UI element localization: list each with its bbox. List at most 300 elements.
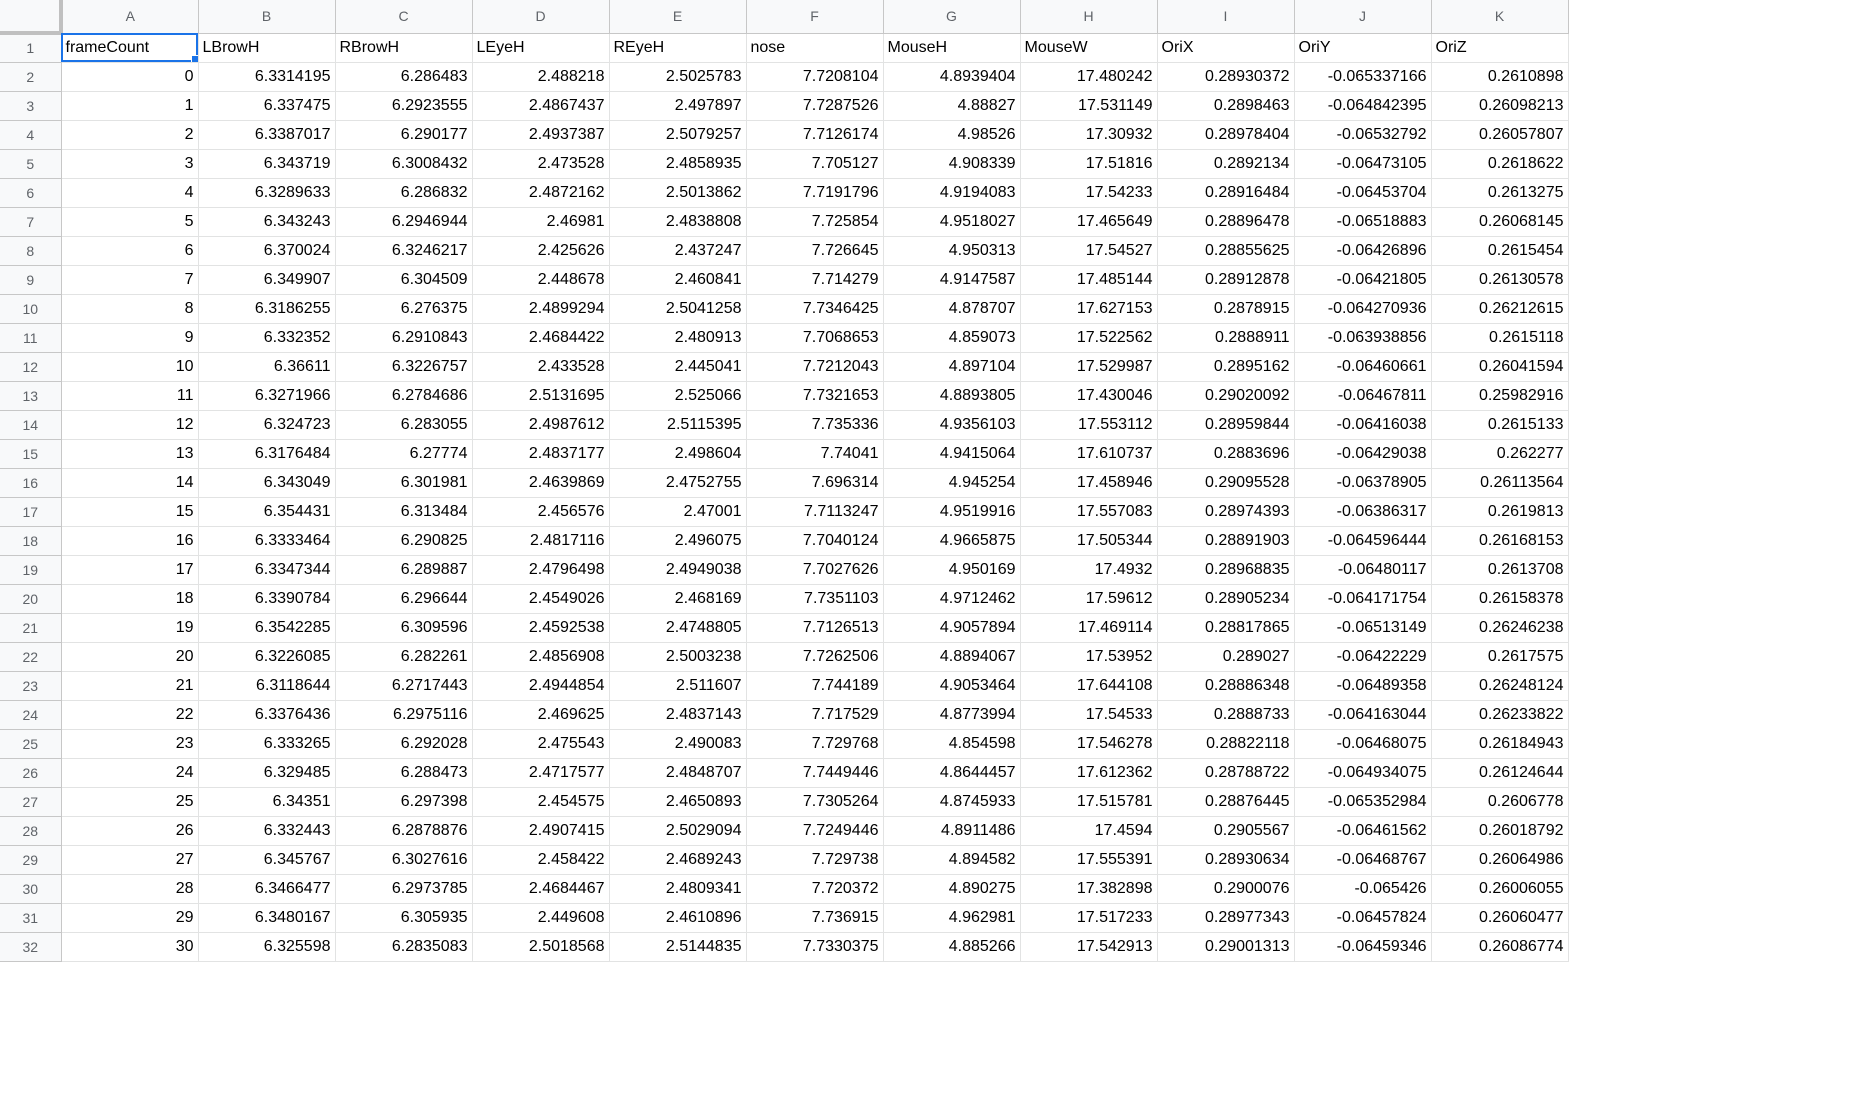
data-cell[interactable]: 6.304509 [335,265,472,294]
data-cell[interactable]: 0.2613275 [1431,178,1568,207]
data-cell[interactable]: 2.4848707 [609,758,746,787]
data-cell[interactable]: 2.425626 [472,236,609,265]
data-cell[interactable]: 0.2878915 [1157,294,1294,323]
data-cell[interactable]: 6.2975116 [335,700,472,729]
row-header[interactable]: 13 [0,381,61,410]
data-cell[interactable]: 4.9053464 [883,671,1020,700]
data-cell[interactable]: 2.460841 [609,265,746,294]
data-cell[interactable]: 7.7126513 [746,613,883,642]
header-cell[interactable]: MouseH [883,33,1020,62]
data-cell[interactable]: 6.3480167 [198,903,335,932]
data-cell[interactable]: 17.529987 [1020,352,1157,381]
data-cell[interactable]: 4.945254 [883,468,1020,497]
row-header[interactable]: 5 [0,149,61,178]
data-cell[interactable]: 7.729768 [746,729,883,758]
data-cell[interactable]: 0.26158378 [1431,584,1568,613]
data-cell[interactable]: -0.06416038 [1294,410,1431,439]
data-cell[interactable]: 27 [61,845,198,874]
data-cell[interactable]: 4.9356103 [883,410,1020,439]
row-header[interactable]: 26 [0,758,61,787]
data-cell[interactable]: 4.894582 [883,845,1020,874]
data-cell[interactable]: 4.854598 [883,729,1020,758]
row-header[interactable]: 16 [0,468,61,497]
header-cell[interactable]: LBrowH [198,33,335,62]
data-cell[interactable]: 4.98526 [883,120,1020,149]
data-cell[interactable]: 2.525066 [609,381,746,410]
data-cell[interactable]: 7.714279 [746,265,883,294]
data-cell[interactable]: 6.276375 [335,294,472,323]
data-cell[interactable]: 0.26184943 [1431,729,1568,758]
data-cell[interactable]: 0.2905567 [1157,816,1294,845]
data-cell[interactable]: 6.290177 [335,120,472,149]
data-cell[interactable]: 2.490083 [609,729,746,758]
data-cell[interactable]: -0.06468767 [1294,845,1431,874]
data-cell[interactable]: 6.3314195 [198,62,335,91]
data-cell[interactable]: 4.9415064 [883,439,1020,468]
data-cell[interactable]: 2.5018568 [472,932,609,961]
row-header[interactable]: 9 [0,265,61,294]
row-header[interactable]: 1 [0,33,61,62]
data-cell[interactable]: 6.3390784 [198,584,335,613]
data-cell[interactable]: 17.553112 [1020,410,1157,439]
data-cell[interactable]: 6.3271966 [198,381,335,410]
data-cell[interactable]: 17.644108 [1020,671,1157,700]
data-cell[interactable]: 6.332443 [198,816,335,845]
data-cell[interactable]: 4.8644457 [883,758,1020,787]
data-cell[interactable]: 0.2618622 [1431,149,1568,178]
data-cell[interactable]: 7.7287526 [746,91,883,120]
data-cell[interactable]: 2.5029094 [609,816,746,845]
data-cell[interactable]: 0.26006055 [1431,874,1568,903]
data-cell[interactable]: 7.7027626 [746,555,883,584]
data-cell[interactable]: 6.2923555 [335,91,472,120]
data-cell[interactable]: 0.28891903 [1157,526,1294,555]
data-cell[interactable]: -0.06460661 [1294,352,1431,381]
row-header[interactable]: 28 [0,816,61,845]
data-cell[interactable]: 7.729738 [746,845,883,874]
data-cell[interactable]: 6.286832 [335,178,472,207]
data-cell[interactable]: 2.4837177 [472,439,609,468]
data-cell[interactable]: 17.469114 [1020,613,1157,642]
data-cell[interactable]: 0.28930634 [1157,845,1294,874]
data-cell[interactable]: 4.8773994 [883,700,1020,729]
data-cell[interactable]: 0.2895162 [1157,352,1294,381]
data-cell[interactable]: 2.4689243 [609,845,746,874]
data-cell[interactable]: 4.9057894 [883,613,1020,642]
data-cell[interactable]: -0.06421805 [1294,265,1431,294]
row-header[interactable]: 6 [0,178,61,207]
data-cell[interactable]: 0.26113564 [1431,468,1568,497]
row-header[interactable]: 18 [0,526,61,555]
data-cell[interactable]: 7.735336 [746,410,883,439]
data-cell[interactable]: 0.26064986 [1431,845,1568,874]
column-header-k[interactable]: K [1431,0,1568,33]
row-header[interactable]: 30 [0,874,61,903]
data-cell[interactable]: 4.8939404 [883,62,1020,91]
row-header[interactable]: 23 [0,671,61,700]
data-cell[interactable]: 0.28977343 [1157,903,1294,932]
data-cell[interactable]: 17.51816 [1020,149,1157,178]
row-header[interactable]: 21 [0,613,61,642]
data-cell[interactable]: 2.4987612 [472,410,609,439]
data-cell[interactable]: 6.27774 [335,439,472,468]
data-cell[interactable]: -0.064596444 [1294,526,1431,555]
data-cell[interactable]: 2.4752755 [609,468,746,497]
data-cell[interactable]: 2.5144835 [609,932,746,961]
data-cell[interactable]: 2.5079257 [609,120,746,149]
data-cell[interactable]: 7.7321653 [746,381,883,410]
row-header[interactable]: 22 [0,642,61,671]
data-cell[interactable]: 10 [61,352,198,381]
data-cell[interactable]: 11 [61,381,198,410]
data-cell[interactable]: 0.2617575 [1431,642,1568,671]
data-cell[interactable]: 2.4650893 [609,787,746,816]
column-header-c[interactable]: C [335,0,472,33]
header-cell[interactable]: REyeH [609,33,746,62]
data-cell[interactable]: -0.064171754 [1294,584,1431,613]
data-cell[interactable]: 17.465649 [1020,207,1157,236]
data-cell[interactable]: 6.2973785 [335,874,472,903]
data-cell[interactable]: 0.26018792 [1431,816,1568,845]
data-cell[interactable]: 6.3387017 [198,120,335,149]
data-cell[interactable]: -0.06461562 [1294,816,1431,845]
data-cell[interactable]: 6.3466477 [198,874,335,903]
data-cell[interactable]: 2.4899294 [472,294,609,323]
data-cell[interactable]: 17.430046 [1020,381,1157,410]
data-cell[interactable]: -0.06468075 [1294,729,1431,758]
data-cell[interactable]: 6.329485 [198,758,335,787]
data-cell[interactable]: 30 [61,932,198,961]
data-cell[interactable]: 0.28959844 [1157,410,1294,439]
data-cell[interactable]: 7.7346425 [746,294,883,323]
data-cell[interactable]: 17.30932 [1020,120,1157,149]
row-header[interactable]: 2 [0,62,61,91]
data-cell[interactable]: 6.297398 [335,787,472,816]
header-cell[interactable]: OriX [1157,33,1294,62]
data-cell[interactable]: 2.4748805 [609,613,746,642]
data-cell[interactable]: -0.06422229 [1294,642,1431,671]
data-cell[interactable]: 17.557083 [1020,497,1157,526]
data-cell[interactable]: 4.9665875 [883,526,1020,555]
data-cell[interactable]: 17.54233 [1020,178,1157,207]
data-cell[interactable]: 6.3542285 [198,613,335,642]
header-cell[interactable]: OriY [1294,33,1431,62]
row-header[interactable]: 31 [0,903,61,932]
data-cell[interactable]: 0.28855625 [1157,236,1294,265]
header-cell[interactable]: RBrowH [335,33,472,62]
row-header[interactable]: 19 [0,555,61,584]
row-header[interactable]: 15 [0,439,61,468]
data-cell[interactable]: 0.26124644 [1431,758,1568,787]
data-cell[interactable]: 0.26246238 [1431,613,1568,642]
data-cell[interactable]: 24 [61,758,198,787]
select-all-corner[interactable] [0,0,61,33]
row-header[interactable]: 11 [0,323,61,352]
row-header[interactable]: 8 [0,236,61,265]
data-cell[interactable]: -0.065337166 [1294,62,1431,91]
row-header[interactable]: 32 [0,932,61,961]
data-cell[interactable]: 0.26098213 [1431,91,1568,120]
header-cell[interactable]: LEyeH [472,33,609,62]
data-cell[interactable]: 21 [61,671,198,700]
data-cell[interactable]: 0.2613708 [1431,555,1568,584]
data-cell[interactable]: 7.717529 [746,700,883,729]
column-header-b[interactable]: B [198,0,335,33]
data-cell[interactable]: 2.448678 [472,265,609,294]
data-cell[interactable]: 7.7113247 [746,497,883,526]
data-cell[interactable]: 2.468169 [609,584,746,613]
data-cell[interactable]: 17.53952 [1020,642,1157,671]
data-cell[interactable]: 0.26068145 [1431,207,1568,236]
data-cell[interactable]: 4.9147587 [883,265,1020,294]
data-cell[interactable]: 4.950313 [883,236,1020,265]
data-cell[interactable]: 6.332352 [198,323,335,352]
column-header-j[interactable]: J [1294,0,1431,33]
data-cell[interactable]: 0.28876445 [1157,787,1294,816]
data-cell[interactable]: 26 [61,816,198,845]
data-cell[interactable]: 0.2892134 [1157,149,1294,178]
data-cell[interactable]: -0.06518883 [1294,207,1431,236]
data-cell[interactable]: 2.4717577 [472,758,609,787]
data-cell[interactable]: 2.4796498 [472,555,609,584]
data-cell[interactable]: 2.449608 [472,903,609,932]
row-header[interactable]: 7 [0,207,61,236]
data-cell[interactable]: 17.458946 [1020,468,1157,497]
data-cell[interactable]: 6.370024 [198,236,335,265]
data-cell[interactable]: 0.26130578 [1431,265,1568,294]
data-cell[interactable]: 9 [61,323,198,352]
data-cell[interactable]: 0.2883696 [1157,439,1294,468]
data-cell[interactable]: 2.5025783 [609,62,746,91]
data-cell[interactable]: 13 [61,439,198,468]
data-cell[interactable]: 2.469625 [472,700,609,729]
data-cell[interactable]: 2.4949038 [609,555,746,584]
data-cell[interactable]: 0.28968835 [1157,555,1294,584]
data-cell[interactable]: 22 [61,700,198,729]
data-cell[interactable]: 2.496075 [609,526,746,555]
data-cell[interactable]: 0.28916484 [1157,178,1294,207]
row-header[interactable]: 10 [0,294,61,323]
data-cell[interactable]: 7.7212043 [746,352,883,381]
data-cell[interactable]: -0.064163044 [1294,700,1431,729]
header-cell[interactable]: nose [746,33,883,62]
column-header-g[interactable]: G [883,0,1020,33]
data-cell[interactable]: -0.06467811 [1294,381,1431,410]
data-cell[interactable]: 0.29020092 [1157,381,1294,410]
data-cell[interactable]: 2.488218 [472,62,609,91]
data-cell[interactable]: 17.610737 [1020,439,1157,468]
data-cell[interactable]: -0.06457824 [1294,903,1431,932]
data-cell[interactable]: 7.736915 [746,903,883,932]
data-cell[interactable]: 2.5003238 [609,642,746,671]
data-cell[interactable]: -0.065426 [1294,874,1431,903]
data-cell[interactable]: 0.2615133 [1431,410,1568,439]
data-cell[interactable]: 7.7262506 [746,642,883,671]
data-cell[interactable]: 17.485144 [1020,265,1157,294]
data-cell[interactable]: 6.3226757 [335,352,472,381]
data-cell[interactable]: 6.305935 [335,903,472,932]
data-cell[interactable]: 2.4684422 [472,323,609,352]
data-cell[interactable]: 14 [61,468,198,497]
data-cell[interactable]: 0.2610898 [1431,62,1568,91]
data-cell[interactable]: 6.3376436 [198,700,335,729]
data-cell[interactable]: 17.505344 [1020,526,1157,555]
data-cell[interactable]: 6.313484 [335,497,472,526]
data-cell[interactable]: 4.885266 [883,932,1020,961]
data-cell[interactable]: 0.26233822 [1431,700,1568,729]
row-header[interactable]: 14 [0,410,61,439]
data-cell[interactable]: 7.7208104 [746,62,883,91]
data-cell[interactable]: 2.5115395 [609,410,746,439]
data-cell[interactable]: 2.4809341 [609,874,746,903]
row-header[interactable]: 27 [0,787,61,816]
data-cell[interactable]: 0.26086774 [1431,932,1568,961]
data-cell[interactable]: 4.962981 [883,903,1020,932]
data-cell[interactable]: 2.437247 [609,236,746,265]
data-cell[interactable]: 2.4684467 [472,874,609,903]
data-cell[interactable]: 6.3176484 [198,439,335,468]
data-cell[interactable]: 2.4592538 [472,613,609,642]
data-cell[interactable]: 0.28817865 [1157,613,1294,642]
data-cell[interactable]: -0.06459346 [1294,932,1431,961]
data-cell[interactable]: 6.343719 [198,149,335,178]
data-cell[interactable]: 7.720372 [746,874,883,903]
data-cell[interactable]: -0.06453704 [1294,178,1431,207]
row-header[interactable]: 17 [0,497,61,526]
data-cell[interactable]: 6.290825 [335,526,472,555]
data-cell[interactable]: 7.744189 [746,671,883,700]
data-cell[interactable]: 7.696314 [746,468,883,497]
data-cell[interactable]: 12 [61,410,198,439]
row-header[interactable]: 4 [0,120,61,149]
data-cell[interactable]: 0.26060477 [1431,903,1568,932]
data-cell[interactable]: 0.28822118 [1157,729,1294,758]
data-cell[interactable]: 0.28930372 [1157,62,1294,91]
data-cell[interactable]: 4.9194083 [883,178,1020,207]
data-cell[interactable]: 17.612362 [1020,758,1157,787]
data-cell[interactable]: 4.8894067 [883,642,1020,671]
data-cell[interactable]: 8 [61,294,198,323]
data-cell[interactable]: 2.497897 [609,91,746,120]
data-cell[interactable]: 17.555391 [1020,845,1157,874]
data-cell[interactable]: 6.286483 [335,62,472,91]
data-cell[interactable]: 17.517233 [1020,903,1157,932]
data-cell[interactable]: 0.28896478 [1157,207,1294,236]
data-cell[interactable]: 0.2619813 [1431,497,1568,526]
header-cell[interactable]: OriZ [1431,33,1568,62]
data-cell[interactable]: 16 [61,526,198,555]
data-cell[interactable]: -0.064270936 [1294,294,1431,323]
data-cell[interactable]: 6.343049 [198,468,335,497]
data-cell[interactable]: 19 [61,613,198,642]
data-cell[interactable]: 2.433528 [472,352,609,381]
data-cell[interactable]: 6.2910843 [335,323,472,352]
data-cell[interactable]: 6.354431 [198,497,335,526]
data-cell[interactable]: 0.28912878 [1157,265,1294,294]
data-cell[interactable]: 17.480242 [1020,62,1157,91]
data-cell[interactable]: 6.343243 [198,207,335,236]
data-cell[interactable]: 2.4837143 [609,700,746,729]
data-cell[interactable]: 6.3008432 [335,149,472,178]
data-cell[interactable]: 2.4549026 [472,584,609,613]
data-cell[interactable]: 2.475543 [472,729,609,758]
data-cell[interactable]: 6.324723 [198,410,335,439]
data-cell[interactable]: 4.88827 [883,91,1020,120]
row-header[interactable]: 29 [0,845,61,874]
data-cell[interactable]: 17.627153 [1020,294,1157,323]
column-header-d[interactable]: D [472,0,609,33]
column-header-a[interactable]: A [61,0,198,33]
data-cell[interactable]: 2.4872162 [472,178,609,207]
data-cell[interactable]: -0.064934075 [1294,758,1431,787]
data-cell[interactable]: 6.3347344 [198,555,335,584]
data-cell[interactable]: 7.705127 [746,149,883,178]
data-cell[interactable]: 17.59612 [1020,584,1157,613]
data-cell[interactable]: 2.498604 [609,439,746,468]
data-cell[interactable]: -0.06426896 [1294,236,1431,265]
data-cell[interactable]: 0.29095528 [1157,468,1294,497]
data-cell[interactable]: 2.458422 [472,845,609,874]
row-header[interactable]: 3 [0,91,61,120]
data-cell[interactable]: 2.445041 [609,352,746,381]
data-cell[interactable]: 6.349907 [198,265,335,294]
data-cell[interactable]: 0.2615454 [1431,236,1568,265]
data-cell[interactable]: 0.26212615 [1431,294,1568,323]
column-header-e[interactable]: E [609,0,746,33]
data-cell[interactable]: 6.345767 [198,845,335,874]
data-cell[interactable]: 6.289887 [335,555,472,584]
data-cell[interactable]: 6.2946944 [335,207,472,236]
data-cell[interactable]: 2.473528 [472,149,609,178]
data-cell[interactable]: 23 [61,729,198,758]
data-cell[interactable]: 2.454575 [472,787,609,816]
data-cell[interactable]: 2.4817116 [472,526,609,555]
data-cell[interactable]: 2.4907415 [472,816,609,845]
data-cell[interactable]: 0.28978404 [1157,120,1294,149]
column-header-f[interactable]: F [746,0,883,33]
data-cell[interactable]: 0.2888733 [1157,700,1294,729]
data-cell[interactable]: 2 [61,120,198,149]
data-cell[interactable]: 17.515781 [1020,787,1157,816]
data-cell[interactable]: 2.4944854 [472,671,609,700]
data-cell[interactable]: 0.29001313 [1157,932,1294,961]
data-cell[interactable]: -0.064842395 [1294,91,1431,120]
data-cell[interactable]: 2.4856908 [472,642,609,671]
data-cell[interactable]: 17.531149 [1020,91,1157,120]
data-cell[interactable]: 20 [61,642,198,671]
data-cell[interactable]: -0.06378905 [1294,468,1431,497]
data-cell[interactable]: 0.26041594 [1431,352,1568,381]
data-cell[interactable]: 7.74041 [746,439,883,468]
data-cell[interactable]: 4.878707 [883,294,1020,323]
data-cell[interactable]: 29 [61,903,198,932]
data-cell[interactable]: 0.2606778 [1431,787,1568,816]
data-cell[interactable]: 6.3289633 [198,178,335,207]
data-cell[interactable]: 6.3333464 [198,526,335,555]
data-cell[interactable]: 17.4932 [1020,555,1157,584]
data-cell[interactable]: -0.06480117 [1294,555,1431,584]
data-cell[interactable]: 0.26168153 [1431,526,1568,555]
data-cell[interactable]: -0.063938856 [1294,323,1431,352]
column-header-i[interactable]: I [1157,0,1294,33]
data-cell[interactable]: 4.908339 [883,149,1020,178]
data-cell[interactable]: 0.289027 [1157,642,1294,671]
data-cell[interactable]: 6.2878876 [335,816,472,845]
data-cell[interactable]: 0.2888911 [1157,323,1294,352]
row-header[interactable]: 20 [0,584,61,613]
data-cell[interactable]: 7 [61,265,198,294]
data-cell[interactable]: 7.7330375 [746,932,883,961]
